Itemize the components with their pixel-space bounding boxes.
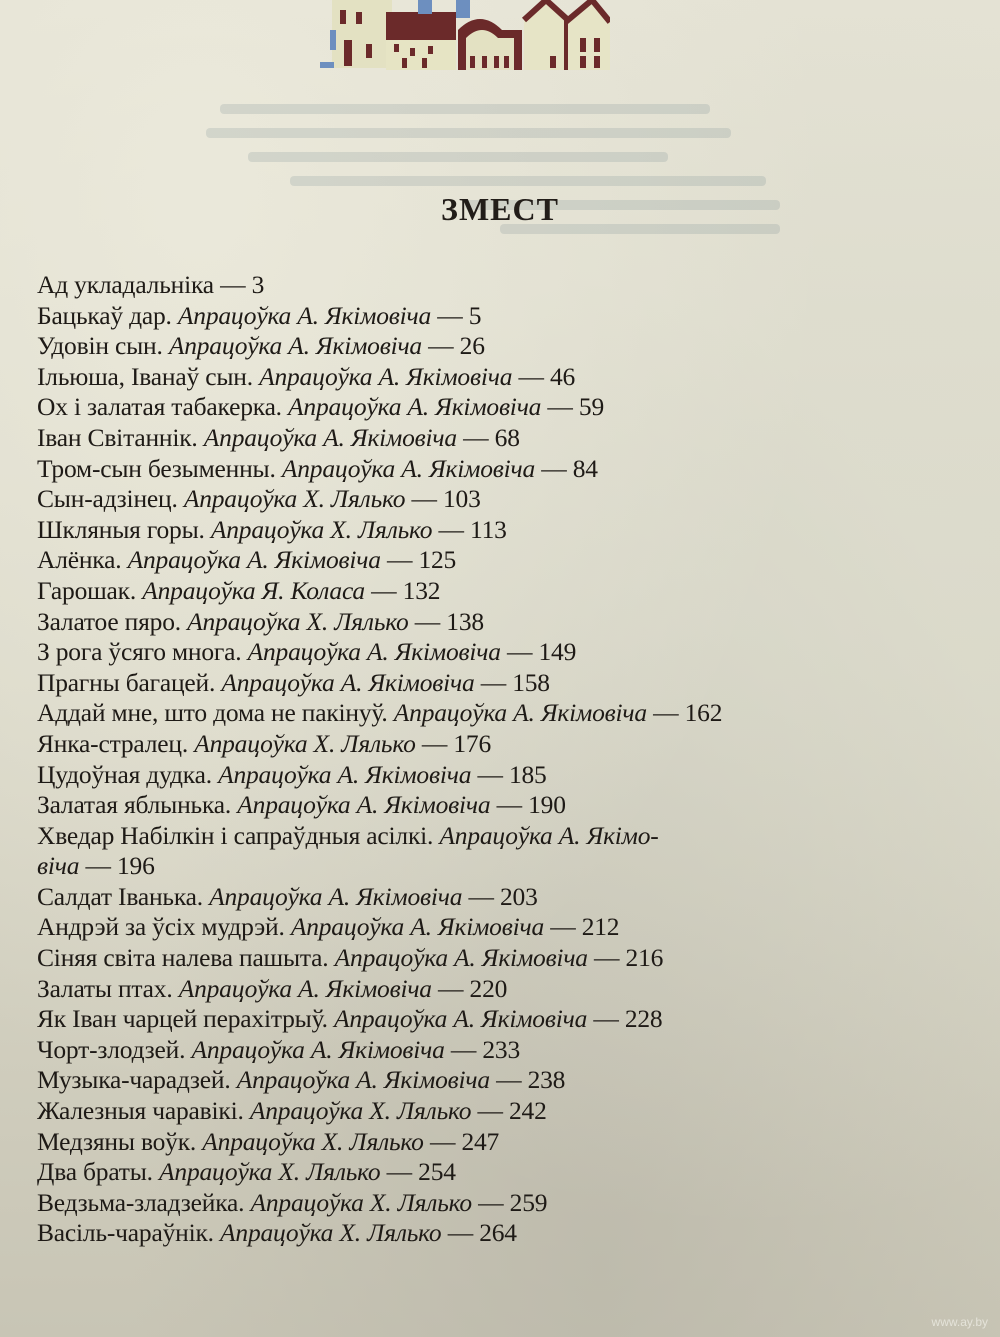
toc-entry-translator: Апрацоўка Х. Лялько — [194, 728, 416, 758]
toc-entry-translator: Апрацоўка А. Якімовіча — [178, 973, 432, 1003]
toc-entry-page-number: 46 — [549, 361, 576, 391]
toc-entry-page-number: 220 — [469, 973, 508, 1003]
toc-entry-translator: Апрацоўка А. Якімовіча — [221, 667, 475, 697]
toc-entry-dash: — — [447, 1218, 473, 1248]
town-houses-illustration — [310, 0, 610, 72]
toc-entry-page-number: 138 — [446, 606, 484, 636]
toc-entry-dash: — — [496, 790, 522, 820]
toc-entry-title: Алёнка. — [37, 545, 122, 575]
toc-entry — [37, 882, 937, 913]
toc-entry-title: Аддай мне, што дома не пакінуў. — [37, 698, 388, 728]
toc-entry-title: Залатое пяро. — [37, 606, 181, 636]
toc-entry-page-number: 212 — [581, 912, 620, 942]
toc-entry-dash: — — [220, 270, 246, 299]
toc-entry — [37, 637, 937, 668]
toc-entry-title: Сын-адзінец. — [37, 484, 178, 514]
toc-entry-dash: — — [477, 1096, 503, 1126]
toc-entry-page-number: 125 — [418, 545, 457, 575]
toc-entry-translator: Апрацоўка Х. Лялько — [183, 484, 406, 514]
toc-entry-dash: — — [437, 300, 463, 330]
toc-entry-translator: Апрацоўка А. Якімовіча — [290, 912, 544, 942]
toc-entry-dash: — — [550, 912, 576, 942]
toc-entry-title: Сіняя світа налева пашыта. — [37, 943, 329, 973]
toc-entry-dash: — — [438, 514, 464, 544]
toc-entry-title: Ад укладальніка — [37, 270, 214, 299]
toc-entry-dash: — — [547, 392, 573, 422]
toc-entry-dash: — — [594, 943, 620, 973]
toc-entry-page-number: 247 — [461, 1126, 500, 1156]
toc-entry-dash: — — [386, 545, 413, 575]
toc-entry-page-number: 233 — [482, 1034, 520, 1064]
toc-entry — [37, 1065, 937, 1096]
toc-entry-page-number: 84 — [572, 453, 598, 483]
toc-entry-translator: Апрацоўка А. Якімовіча — [281, 453, 536, 483]
toc-entry-dash: — — [518, 361, 544, 391]
toc-entry-page-number: 3 — [251, 270, 265, 299]
toc-entry-translator: Апрацоўка А. Якімовіча — [334, 943, 588, 973]
toc-entry — [37, 454, 937, 485]
toc-entry-page-number: 185 — [508, 759, 547, 789]
toc-entry-translator: Апрацоўка А. Якімовіча — [191, 1034, 445, 1064]
toc-entry-page-number: 158 — [512, 667, 550, 697]
toc-entry-title: Васіль-чараўнік. — [37, 1218, 214, 1248]
toc-entry — [37, 1004, 937, 1035]
toc-entry-dash: — — [477, 759, 503, 789]
toc-entry-title: Як Іван чарцей перахітрыў. — [37, 1004, 328, 1034]
toc-entry — [37, 362, 937, 393]
toc-entry-translator: Апрацоўка А. Якімовіча — [237, 790, 491, 820]
watermark: www.ay.by — [931, 1315, 988, 1329]
toc-entry-dash: — — [593, 1004, 619, 1034]
toc-entry-title: Чорт-злодзей. — [37, 1034, 186, 1064]
toc-entry-translator: Апрацоўка А. Якімовіча — [177, 300, 432, 330]
toc-entry — [37, 545, 937, 576]
toc-entry — [37, 1188, 937, 1219]
toc-entry-translator: Апрацоўка Х. Лялько — [202, 1126, 424, 1156]
toc-entry — [37, 1096, 937, 1127]
toc-entry-title: Цудоўная дудка. — [37, 759, 212, 789]
toc-entry-translator: Апрацоўка Х. Лялько — [220, 1218, 442, 1248]
toc-entry-dash: — — [386, 1157, 412, 1187]
toc-entry — [37, 515, 937, 546]
toc-entry-page-number: 216 — [625, 943, 664, 973]
toc-entry — [37, 790, 937, 821]
toc-entry-dash: — — [541, 453, 567, 483]
toc-entry-translator: Апрацоўка А. Якімовіча — [203, 422, 457, 452]
toc-entry-translator: Апрацоўка А. Якімовіча — [209, 881, 463, 911]
toc-entry-title: Медзяны воўк. — [37, 1126, 197, 1156]
toc-entry-dash: — — [506, 637, 533, 667]
toc-entry — [37, 331, 937, 362]
toc-entry-title: Музыка-чарадзей. — [37, 1065, 231, 1095]
toc-entry-translator: Апрацоўка А. Якімовіча — [168, 331, 422, 361]
toc-entry-page-number: 5 — [468, 300, 482, 330]
toc-entry — [37, 821, 837, 882]
table-of-contents — [37, 270, 937, 1249]
page-title: ЗМЕСТ — [441, 191, 559, 228]
toc-entry — [37, 760, 937, 791]
toc-entry-title: Гарошак. — [37, 575, 137, 605]
toc-entry-translator: Апрацоўка А. Якімовіча — [247, 637, 501, 667]
toc-entry — [37, 698, 937, 729]
toc-entry-dash: — — [421, 728, 448, 758]
toc-entry-title: Жалезныя чаравікі. — [37, 1096, 244, 1126]
toc-entry-title: Прагны багацей. — [37, 667, 216, 697]
toc-entry-translator: Апрацоўка А. Якімовіча — [259, 361, 513, 391]
toc-entry-page-number: 103 — [442, 484, 481, 514]
toc-entry-dash: — — [450, 1034, 477, 1064]
toc-entry-page-number: 162 — [684, 698, 723, 728]
toc-entry-title: З рога ўсяго многа. — [37, 637, 242, 667]
toc-entry-page-number: 203 — [499, 881, 538, 911]
toc-entry — [37, 668, 937, 699]
toc-entry-translator: Апрацоўка А. Якімовіча — [288, 392, 542, 422]
toc-entry-title: Шкляныя горы. — [37, 514, 205, 544]
show-through-text — [150, 90, 850, 290]
toc-entry-translator: Апрацоўка Я. Коласа — [142, 575, 365, 605]
toc-entry — [37, 607, 937, 638]
toc-entry-dash: — — [414, 606, 441, 636]
toc-entry-page-number: 59 — [578, 392, 605, 422]
toc-entry-translator: Апрацоўка А. Якімовіча — [393, 698, 647, 728]
toc-entry — [37, 270, 937, 301]
toc-entry — [37, 301, 937, 332]
toc-entry-title: Хведар Набілкін і сапраўдныя асілкі. — [37, 820, 434, 850]
toc-entry-page-number: 196 — [116, 851, 155, 881]
toc-entry-dash: — — [468, 881, 494, 911]
toc-entry-dash: — — [653, 698, 679, 728]
toc-entry-translator: Апрацоўка А. Якімовіча — [127, 545, 381, 575]
toc-entry — [37, 1127, 937, 1158]
toc-entry-title: Бацькаў дар. — [37, 300, 172, 330]
toc-entry — [37, 484, 937, 515]
toc-entry — [37, 729, 937, 760]
toc-entry-page-number: 26 — [459, 331, 485, 361]
toc-entry-page-number: 259 — [509, 1187, 548, 1217]
toc-entry-title: Іван Світаннік. — [37, 422, 198, 452]
toc-entry-dash: — — [463, 422, 489, 452]
toc-entry-dash: — — [428, 331, 454, 361]
toc-entry-translator: Апрацоўка А. Якімо- віча — [37, 820, 659, 881]
toc-entry — [37, 1035, 937, 1066]
toc-entry-title: Залатая яблынька. — [37, 790, 232, 820]
toc-entry — [37, 1218, 937, 1249]
toc-entry-dash: — — [371, 575, 397, 605]
toc-entry-page-number: 254 — [418, 1157, 456, 1187]
toc-entry-translator: Апрацоўка Х. Лялько — [250, 1187, 472, 1217]
toc-entry-title: Тром-сын безыменны. — [37, 453, 276, 483]
toc-entry-dash: — — [478, 1187, 504, 1217]
toc-entry — [37, 392, 937, 423]
toc-entry-translator: Апрацоўка Х. Лялько — [159, 1157, 381, 1187]
toc-entry-title: Удовін сын. — [37, 331, 163, 361]
toc-entry-dash: — — [480, 667, 507, 697]
toc-entry-page-number: 228 — [624, 1004, 663, 1034]
toc-entry-translator: Апрацоўка А. Якімовіча — [333, 1004, 588, 1034]
toc-entry-page-number: 176 — [453, 728, 491, 758]
toc-entry-title: Салдат Іванька. — [37, 881, 203, 911]
toc-entry-title: Ведзьма-зладзейка. — [37, 1187, 245, 1217]
toc-entry-page-number: 264 — [479, 1218, 517, 1248]
toc-entry-title: Янка-стралец. — [37, 728, 188, 758]
toc-entry-translator: Апрацоўка А. Якімовіча — [218, 759, 472, 789]
toc-entry-translator: Апрацоўка А. Якімовіча — [236, 1065, 490, 1095]
toc-entry-translator: Апрацоўка Х. Лялько — [210, 514, 433, 544]
toc-entry-title: Два браты. — [37, 1157, 153, 1187]
toc-entry-dash: — — [411, 484, 437, 514]
toc-entry-page-number: 190 — [528, 790, 566, 820]
toc-entry — [37, 576, 937, 607]
toc-entry-title: Ільюша, Іванаў сын. — [37, 361, 253, 391]
toc-entry-dash: — — [85, 851, 111, 881]
house-roof — [386, 12, 456, 40]
toc-entry-page-number: 149 — [538, 637, 577, 667]
toc-entry-title: Ох і залатая табакерка. — [37, 392, 282, 422]
toc-entry-page-number: 238 — [527, 1065, 566, 1095]
toc-entry-dash: — — [438, 973, 464, 1003]
toc-entry-dash: — — [496, 1065, 522, 1095]
toc-entry — [37, 1157, 937, 1188]
toc-entry — [37, 423, 937, 454]
toc-entry — [37, 912, 937, 943]
toc-entry-page-number: 113 — [470, 514, 507, 544]
toc-entry — [37, 943, 937, 974]
toc-entry-page-number: 242 — [509, 1096, 547, 1126]
toc-entry-page-number: 68 — [494, 422, 520, 452]
toc-entry-dash: — — [429, 1126, 456, 1156]
toc-entry-translator: Апрацоўка Х. Лялько — [187, 606, 409, 636]
toc-entry-title: Залаты птах. — [37, 973, 173, 1003]
toc-entry-title: Андрэй за ўсіх мудрэй. — [37, 912, 285, 942]
toc-entry — [37, 974, 937, 1005]
toc-entry-translator: Апрацоўка Х. Лялько — [249, 1096, 472, 1126]
toc-entry-page-number: 132 — [402, 575, 441, 605]
